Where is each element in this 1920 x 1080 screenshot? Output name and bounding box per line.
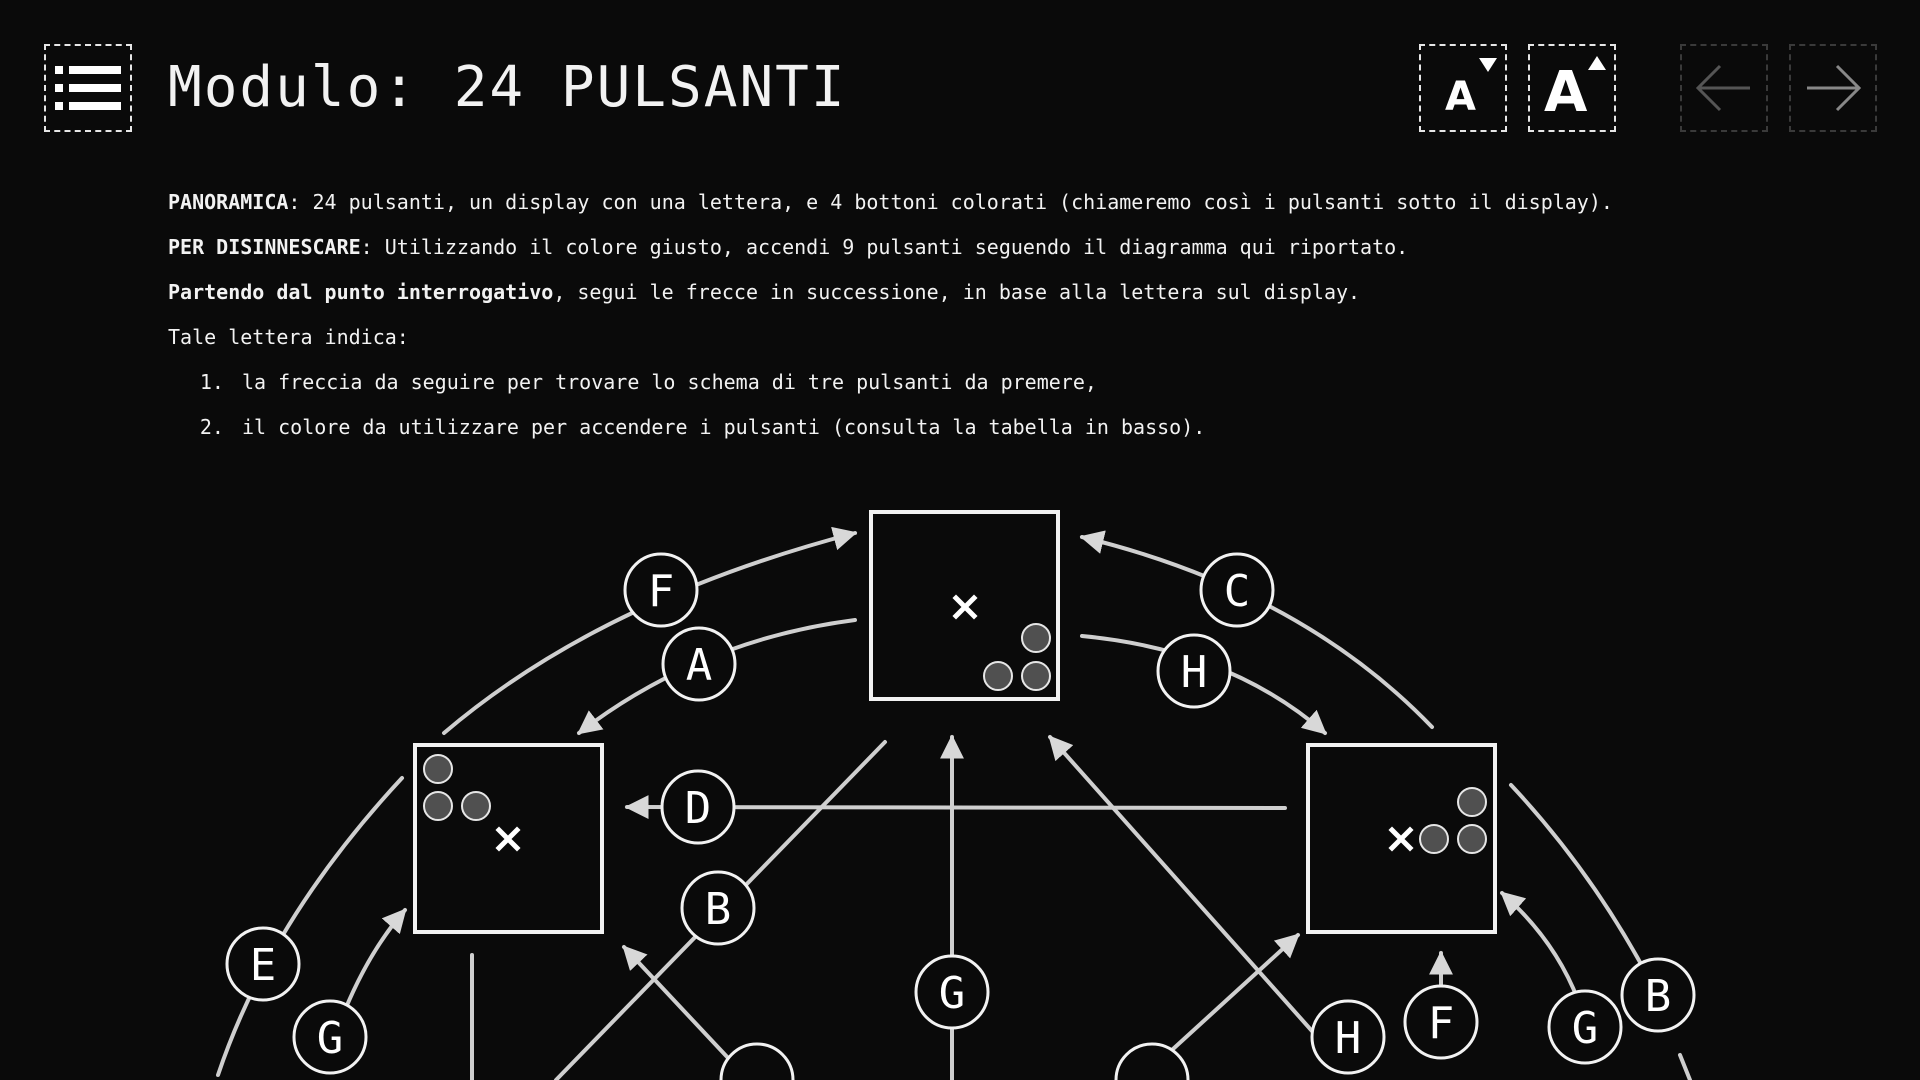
previous-page-button[interactable] [1680, 44, 1768, 132]
arrow-label: F [1427, 998, 1455, 1049]
arrow-g-left [345, 910, 405, 1010]
letter-intro: Tale lettera indica: [168, 325, 409, 349]
button-dot [1458, 788, 1486, 816]
button-dot [1022, 662, 1050, 690]
button-dot [1420, 825, 1448, 853]
list-item: 2. il colore da utilizzare per accendere i pulsanti (consulta la tabella in basso). [236, 405, 1768, 450]
button-dot [424, 755, 452, 783]
arrow-right-icon [1803, 63, 1863, 113]
font-size-letter: A [1445, 74, 1476, 120]
list-icon [53, 63, 123, 113]
arrow-label: F [647, 566, 675, 617]
arrow-left-icon [1694, 63, 1754, 113]
button-dot [1022, 624, 1050, 652]
overview-heading: PANORAMICA [168, 190, 289, 214]
overview-paragraph [168, 180, 1768, 225]
triangle-up-icon [1588, 56, 1606, 70]
arrow-label: H [1334, 1013, 1362, 1064]
defuse-text: : Utilizzando il colore giusto, accendi 9 pulsanti seguendo il diagramma qui riportato. [360, 235, 1409, 259]
letter-meaning-list [168, 360, 1768, 450]
start-paragraph [168, 270, 1768, 315]
button-dot [462, 792, 490, 820]
arrow-label: G [938, 968, 966, 1019]
arrow-label: B [704, 884, 732, 935]
start-text: , segui le frecce in successione, in base alla lettera sul display. [553, 280, 1361, 304]
defuse-heading: PER DISINNESCARE [168, 235, 361, 259]
arrow-h-diagonal [1050, 737, 1320, 1040]
instructions [168, 180, 1768, 450]
triangle-down-icon [1479, 58, 1497, 72]
list-item: 1. la freccia da seguire per trovare lo schema di tre pulsanti da premere, [236, 360, 1768, 405]
arrow-label: A [685, 640, 713, 691]
next-page-button[interactable] [1789, 44, 1877, 132]
arrow-label: C [1223, 566, 1251, 617]
button-pattern-diagram [0, 490, 1920, 1080]
font-size-letter: A [1544, 60, 1588, 125]
start-heading: Partendo dal punto interrogativo [168, 280, 554, 304]
arrow-lower-left [624, 947, 730, 1060]
arrow-label: H [1180, 647, 1208, 698]
arrow-label: G [1571, 1003, 1599, 1054]
arrow-g-right [1502, 893, 1578, 1000]
button-dot [984, 662, 1012, 690]
page-title: Modulo: 24 PULSANTI [168, 55, 847, 120]
defuse-paragraph [168, 225, 1768, 270]
arrow-label: G [316, 1013, 344, 1064]
menu-button[interactable] [44, 44, 132, 132]
arrow-label: D [684, 783, 712, 834]
font-size-increase-button[interactable] [1528, 44, 1616, 132]
button-dot [1458, 825, 1486, 853]
arrow-label: E [249, 940, 277, 991]
arrow-label: B [1644, 971, 1672, 1022]
overview-text: : 24 pulsanti, un display con una lettera, e 4 bottoni colorati (chiameremo così i pulsanti sotto il display). [288, 190, 1613, 214]
button-dot [424, 792, 452, 820]
font-size-decrease-button[interactable] [1419, 44, 1507, 132]
